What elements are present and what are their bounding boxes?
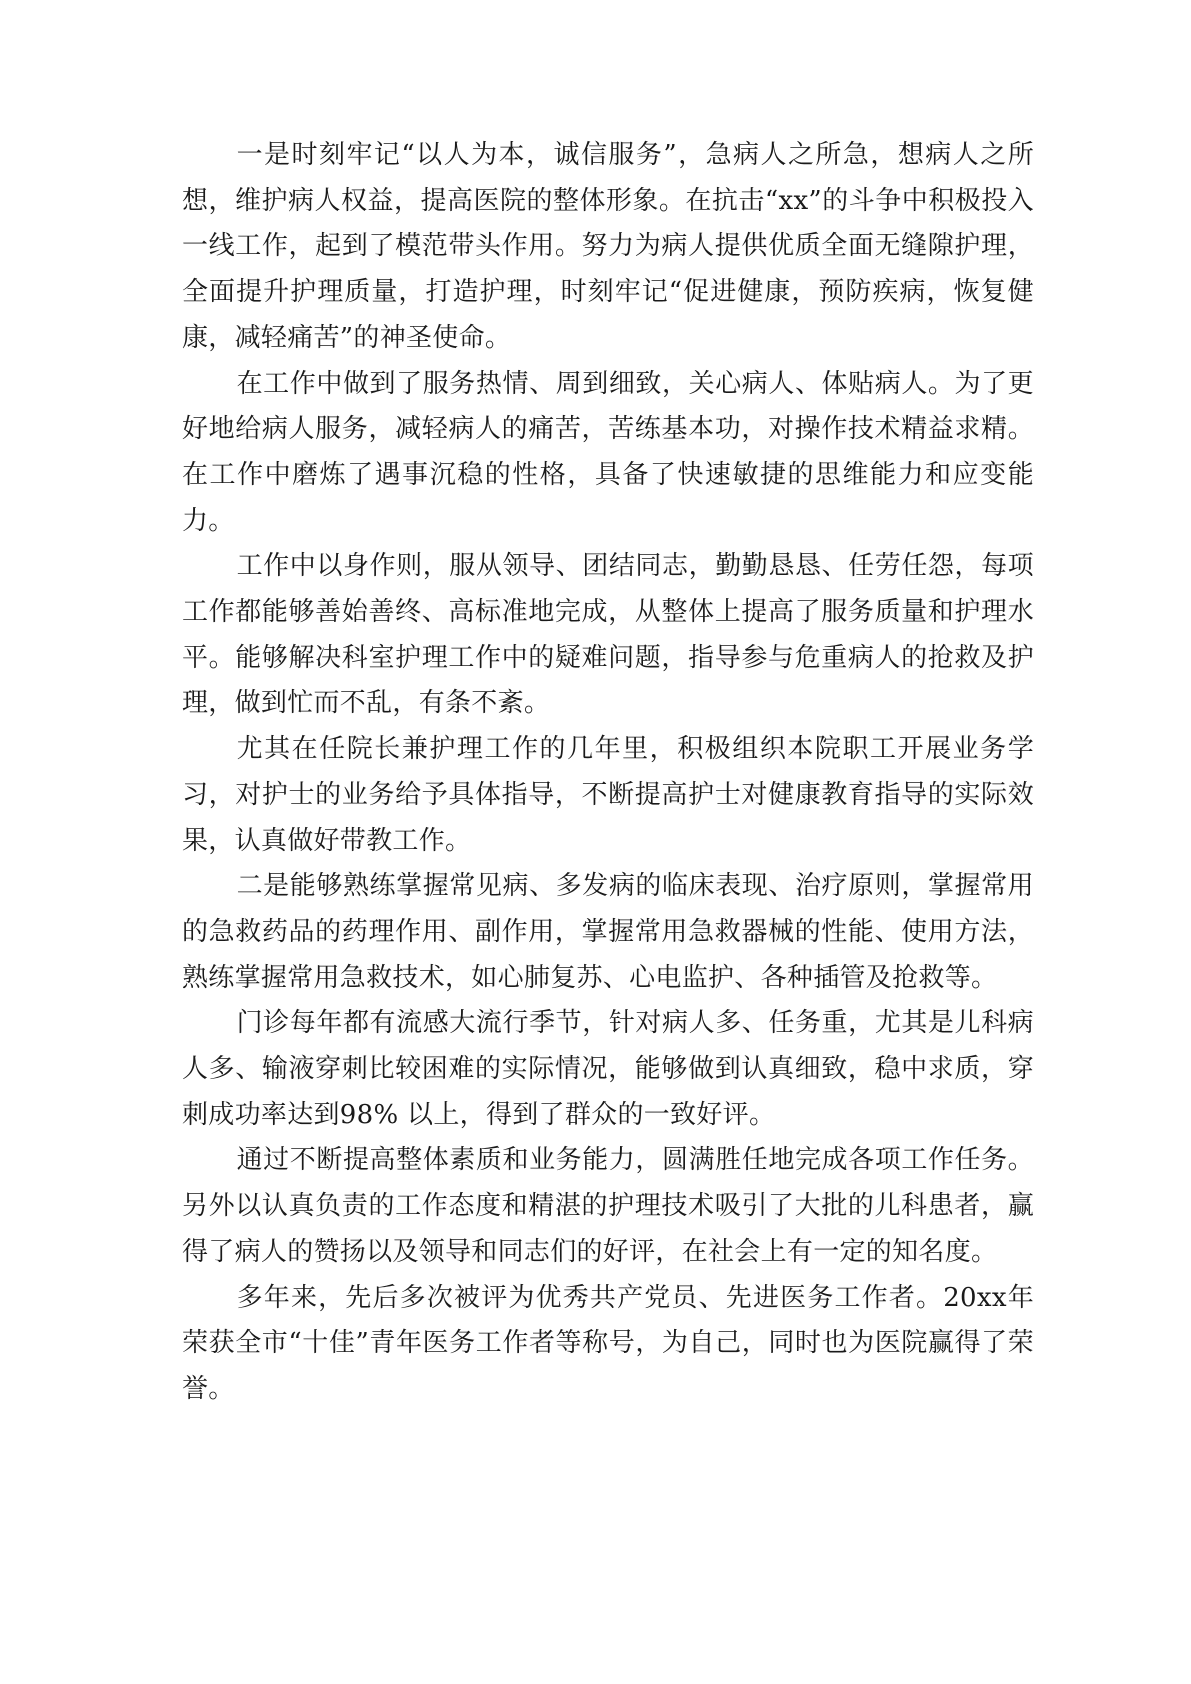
paragraph-5: 二是能够熟练掌握常见病、多发病的临床表现、治疗原则，掌握常用的急救药品的药理作用、副作用，掌握常用急救器械的性能、使用方法，熟练掌握常用急救技术，如心肺复苏、心电监护、各种插管及抢救等。 bbox=[182, 871, 1034, 993]
paragraph-7: 通过不断提高整体素质和业务能力，圆满胜任地完成各项工作任务。另外以认真负责的工作态度和精湛的护理技术吸引了大批的儿科患者，赢得了病人的赞扬以及领导和同志们的好评，在社会上有一定的知名度。 bbox=[182, 1145, 1034, 1267]
paragraph-3: 工作中以身作则，服从领导、团结同志，勤勤恳恳、任劳任怨，每项工作都能够善始善终、高标准地完成，从整体上提高了服务质量和护理水平。能够解决科室护理工作中的疑难问题，指导参与危重病人的抢救及护理，做到忙而不乱，有条不紊。 bbox=[182, 551, 1034, 719]
paragraph-1: 一是时刻牢记“以人为本，诚信服务”，急病人之所急，想病人之所想，维护病人权益，提高医院的整体形象。在抗击“xx”的斗争中积极投入一线工作，起到了模范带头作用。努力为病人提供优质全面无缝隙护理，全面提升护理质量，打造护理，时刻牢记“促进健康，预防疾病，恢复健康，减轻痛苦”的神圣使命。 bbox=[182, 140, 1034, 353]
paragraph-6: 门诊每年都有流感大流行季节，针对病人多、任务重，尤其是儿科病人多、输液穿刺比较困难的实际情况，能够做到认真细致，稳中求质，穿刺成功率达到98% 以上，得到了群众的一致好评。 bbox=[182, 1008, 1034, 1130]
document-body bbox=[182, 133, 1034, 1413]
paragraph-2: 在工作中做到了服务热情、周到细致，关心病人、体贴病人。为了更好地给病人服务，减轻病人的痛苦，苦练基本功，对操作技术精益求精。在工作中磨炼了遇事沉稳的性格，具备了快速敏捷的思维能力和应变能力。 bbox=[182, 368, 1034, 536]
paragraph-4: 尤其在任院长兼护理工作的几年里，积极组织本院职工开展业务学习，对护士的业务给予具体指导，不断提高护士对健康教育指导的实际效果，认真做好带教工作。 bbox=[182, 734, 1034, 856]
paragraph-8: 多年来，先后多次被评为优秀共产党员、先进医务工作者。20xx年荣获全市“十佳”青年医务工作者等称号，为自己，同时也为医院赢得了荣誉。 bbox=[182, 1282, 1034, 1404]
